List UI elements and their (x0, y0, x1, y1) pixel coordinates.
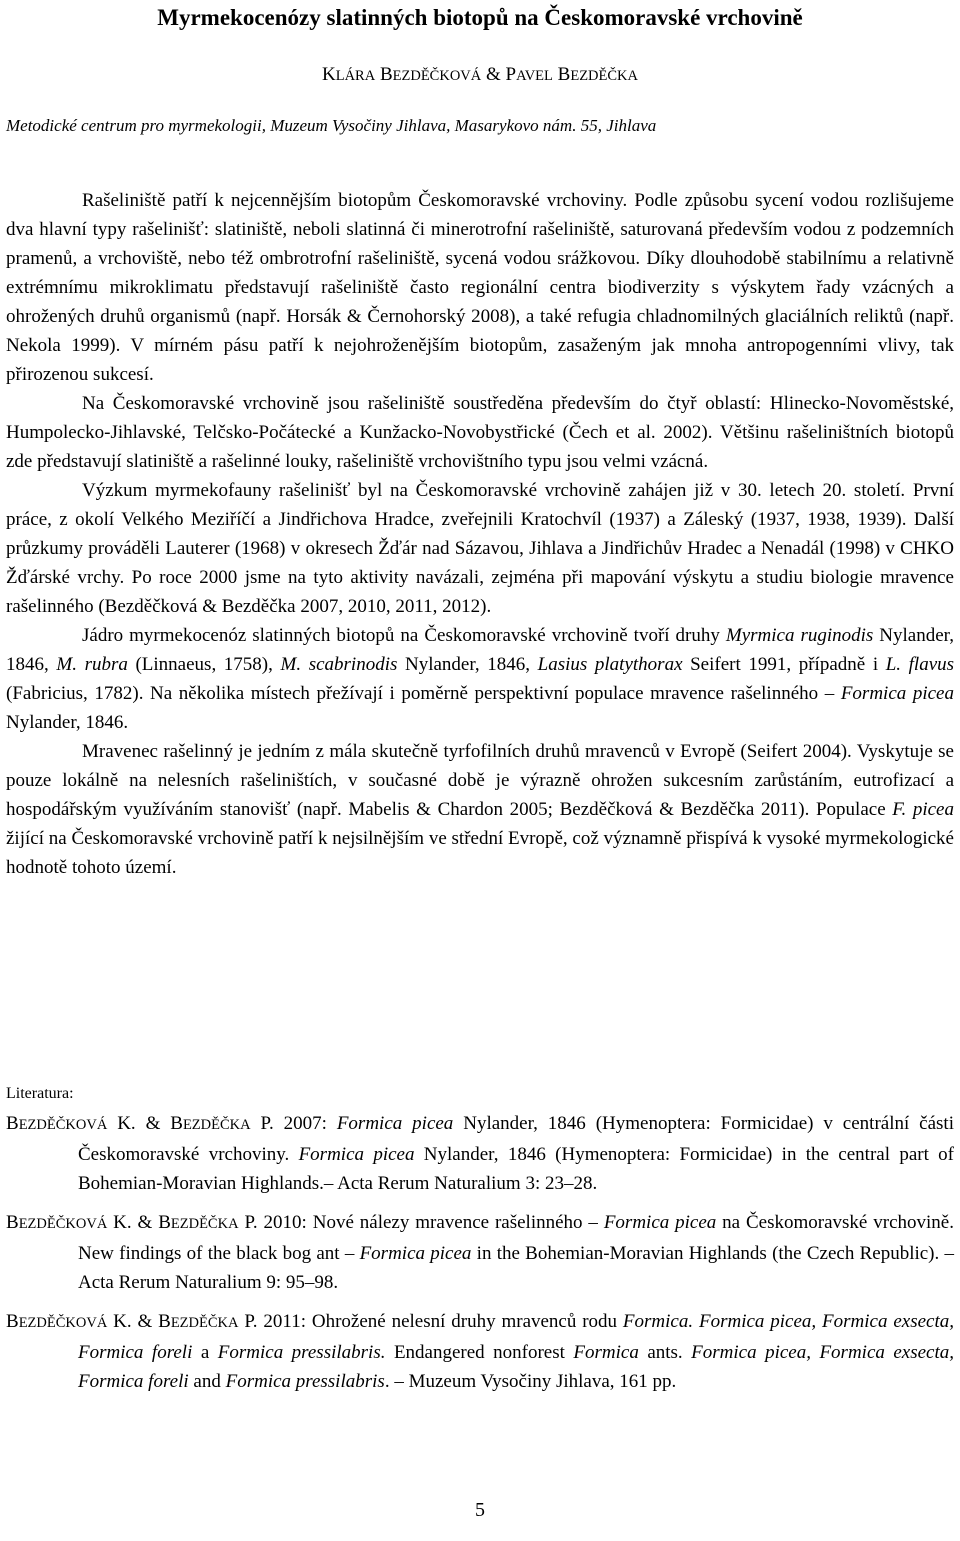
paper-title: Myrmekocenózy slatinných biotopů na Českomoravské vrchovině (157, 5, 803, 30)
reference-item: BEZDĚČKOVÁ K. & BEZDĚČKA P. 2010: Nové nálezy mravence rašelinného – Formica picea na Českomoravské vrchovině. New findings of the black bog ant – Formica picea in the Bohemian-Moravian Highlands (the Czech Republic). – Acta Rerum Naturalium 9: 95–98. (6, 1212, 955, 1293)
page-number: 5 (475, 1499, 485, 1521)
reference-item: BEZDĚČKOVÁ K. & BEZDĚČKA P. 2011: Ohrožené nelesní druhy mravenců rodu Formica. Formica picea, Formica exsecta, Formica foreli a Formica pressilabris. Endangered nonforest Formica ants. Formica picea, Formica exsecta, Formica foreli and Formica pressilabris. – Muzeum Vysočiny Jihlava, 161 pp. (6, 1311, 955, 1392)
paragraph-1: Rašeliniště patří k nejcennějším biotopům Českomoravské vrchoviny. Podle způsobu sycení vodou rozlišujeme dva hlavní typy rašelinišť: slatiniště, neboli slatinná či minerotrofní rašeliniště, saturovaná především vodou z podzemních pramenů, a vrchoviště, nebo též ombrotrofní rašeliniště, sycená vodou srážkovou. Díky dlouhodobě stabilnímu a relativně extrémnímu mikroklimatu představují rašeliniště často regionální centra biodiverzity s výskytem řady vzácných a ohrožených druhů organismů (např. Horsák & Černohorský 2008), a také refugia chladnomilných glaciálních reliktů (např. Nekola 1999). V mírném pásu patří k nejohroženějším biotopům, zasaženým jak mnoha antropogenními vlivy, tak přirozenou sukcesí. (6, 190, 954, 385)
reference-item: BEZDĚČKOVÁ K. & BEZDĚČKA P. 2007: Formica picea Nylander, 1846 (Hymenoptera: Formicidae) v centrální části Českomoravské vrchoviny. Formica picea Nylander, 1846 (Hymenoptera: Formicidae) in the central part of Bohemian-Moravian Highlands.– Acta Rerum Naturalium 3: 23–28. (6, 1113, 955, 1194)
reference-list (6, 1109, 954, 1406)
authors-line: KLÁRA BEZDĚČKOVÁ & PAVEL BEZDĚČKA (321, 64, 639, 85)
paragraph-2: Na Českomoravské vrchovině jsou rašeliniště soustředěna především do čtyř oblastí: Hlinecko-Novoměstské, Humpolecko-Jihlavské, Telčsko-Počátecké a Kunžacko-Novobystřické (Čech et al. 2002). Většinu rašeliništních biotopů zde představují slatiniště a rašelinné louky, rašeliniště vrchovištního typu jsou velmi vzácná. (6, 393, 954, 472)
paragraph-4: Jádro myrmekocenóz slatinných biotopů na Českomoravské vrchovině tvoří druhy Myrmica ruginodis Nylander, 1846, M. rubra (Linnaeus, 1758), M. scabrinodis Nylander, 1846, Lasius platythorax Seifert 1991, případně i L. flavus (Fabricius, 1782). Na několika místech přežívají i poměrně perspektivní populace mravence rašelinného – Formica picea Nylander, 1846. (6, 625, 955, 733)
affiliation: Metodické centrum pro myrmekologii, Muzeum Vysočiny Jihlava, Masarykovo nám. 55, Jihlava (6, 116, 657, 135)
literature-heading: Literatura: (6, 1085, 74, 1102)
paragraph-3: Výzkum myrmekofauny rašelinišť byl na Českomoravské vrchovině zahájen již v 30. letech 20. století. První práce, z okolí Velkého Meziříčí a Jindřichova Hradce, zveřejnili Kratochvíl (1937) a Záleský (1937, 1938, 1939). Další průzkumy prováděli Lauterer (1968) v okresech Žďár nad Sázavou, Jihlava a Jindřichův Hradec a Nenadál (1998) v CHKO Žďárské vrchy. Po roce 2000 jsme na tyto aktivity navázali, zejména při mapování výskytu a studiu biologie mravence rašelinného (Bezděčková & Bezděčka 2007, 2010, 2011, 2012). (6, 480, 954, 617)
article-body (6, 186, 954, 882)
paragraph-5: Mravenec rašelinný je jedním z mála skutečně tyrfofilních druhů mravenců v Evropě (Seifert 2004). Vyskytuje se pouze lokálně na nelesních rašeliništích, v současné době je výrazně ohrožen sukcesním zarůstáním, eutrofizací a hospodářským využíváním stanovišť (např. Mabelis & Chardon 2005; Bezděčková & Bezděčka 2011). Populace F. picea žijící na Českomoravské vrchovině patří k nejsilnějším ve střední Evropě, což významně přispívá k vysoké myrmekologické hodnotě tohoto území. (6, 741, 954, 878)
